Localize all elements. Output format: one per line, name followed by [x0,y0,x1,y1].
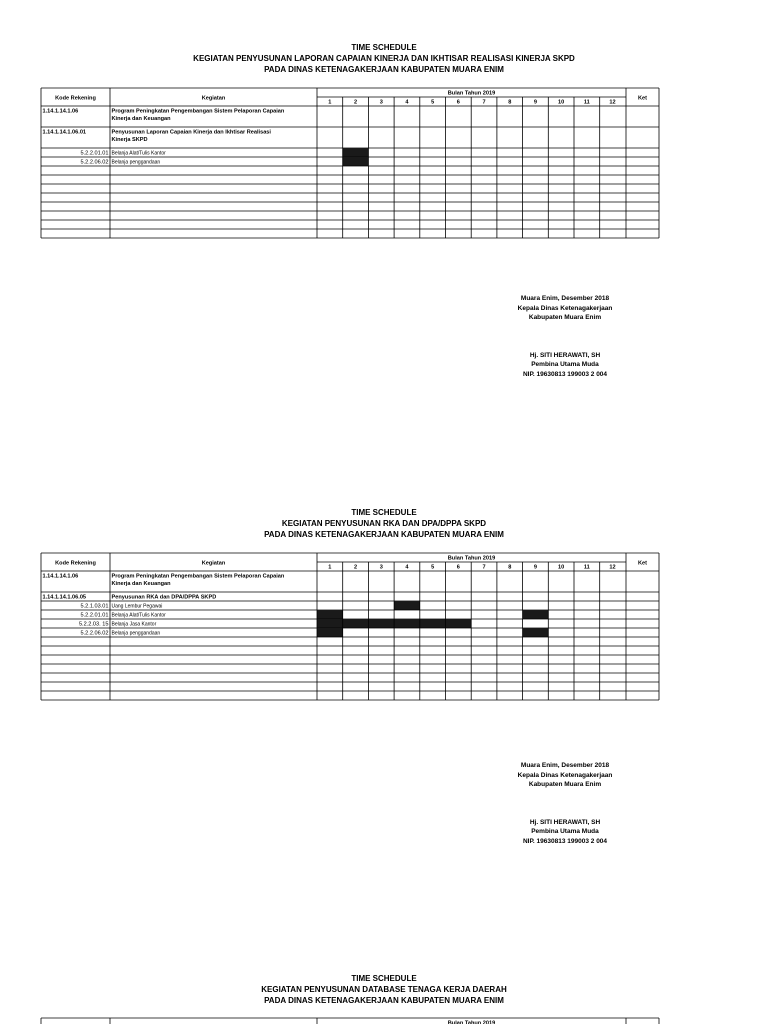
row-kode-rekening: 1.14.1.14.1.06.01 [42,129,87,136]
row-kegiatan-line: Program Peningkatan Pengembangan Sistem Pelaporan Capaian [111,573,285,580]
month-header-11: 11 [583,564,590,571]
signature-name: Hj. SITI HERAWATI, SH [529,818,601,826]
month-header-3: 3 [379,564,383,571]
header-kode-rekening: Kode Rekening [55,95,96,102]
month-header-12: 12 [609,99,616,106]
row-kegiatan-line: Kinerja dan Keuangan [111,116,171,122]
month-header-10: 10 [558,564,565,571]
section-1-title: TIME SCHEDULE [351,43,417,52]
section-2-title: TIME SCHEDULE [351,508,417,517]
month-header-2: 2 [353,564,358,571]
signature-position: Kepala Dinas Ketenagakerjaan [517,771,613,779]
row-kegiatan-line: Belanja Jasa Kantor [111,621,157,628]
row-kegiatan-line: Penyusunan Laporan Capaian Kinerja dan Ikhtisar Realisasi [111,129,271,136]
month-header-3: 3 [379,99,383,106]
section-2-subtitle: KEGIATAN PENYUSUNAN RKA DAN DPA/DPPA SKPD [281,519,487,528]
month-header-9: 9 [533,564,538,571]
row-kegiatan-line: Belanja penggandaan [111,159,161,166]
signature-rank: Pembina Utama Muda [531,361,599,368]
month-header-4: 4 [405,564,409,571]
header-ket: Ket [637,95,648,102]
row-kode-rekening: 5.2.2.01.01 [80,150,109,157]
row-kode-rekening: 5.2.2.06.02 [80,630,109,637]
row-kegiatan-line: Program Peningkatan Pengembangan Sistem Pelaporan Capaian [111,108,285,115]
month-header-4: 4 [405,99,409,106]
month-header-6: 6 [456,564,460,571]
section-2-agency: PADA DINAS KETENAGAKERJAAN KABUPATEN MUARA ENIM [264,530,504,539]
month-header-1: 1 [328,564,332,571]
row-kegiatan-line: Penyusunan RKA dan DPA/DPPA SKPD [111,594,217,601]
month-header-8: 8 [508,99,512,106]
signature-place-date: Muara Enim, Desember 2018 [520,295,610,302]
header-kode-rekening: Kode Rekening [55,560,96,567]
header-bulan-tahun: Bulan Tahun 2019 [447,555,496,562]
header-ket: Ket [637,560,648,567]
row-kode-rekening: 5.2.2.03. 15 [78,621,109,628]
signature-position: Kepala Dinas Ketenagakerjaan [517,304,613,312]
row-kegiatan-line: Belanja penggandaan [111,630,161,637]
row-kegiatan-line: Belanja Alat/Tulis Kantor [111,150,166,157]
month-header-11: 11 [583,99,590,106]
row-kode-rekening: 5.2.2.01.01 [80,612,109,619]
month-header-12: 12 [609,564,616,571]
month-header-5: 5 [431,99,435,106]
section-3-agency: PADA DINAS KETENAGAKERJAAN KABUPATEN MUARA ENIM [264,996,504,1005]
month-header-7: 7 [482,564,486,571]
row-kode-rekening: 5.2.2.06.02 [80,159,109,166]
header-bulan-tahun: Bulan Tahun 2019 [447,90,496,97]
row-kegiatan-line: Uang Lembur Pegawai [111,603,163,610]
header-kegiatan: Kegiatan [201,560,226,567]
signature-rank: Pembina Utama Muda [531,828,599,835]
header-kegiatan: Kegiatan [201,95,226,102]
row-kode-rekening: 1.14.1.14.1.06.05 [42,594,87,601]
row-kegiatan-line: Belanja Alat/Tulis Kantor [111,612,166,619]
month-header-5: 5 [431,564,435,571]
month-header-10: 10 [558,99,565,106]
month-header-8: 8 [508,564,512,571]
month-header-9: 9 [533,99,538,106]
month-header-1: 1 [328,99,332,106]
month-header-2: 2 [353,99,358,106]
row-kode-rekening: 5.2.1.03.01 [80,603,109,610]
signature-place-date: Muara Enim, Desember 2018 [520,762,610,769]
row-kode-rekening: 1.14.1.14.1.06 [42,573,79,580]
signature-nip: NIP. 19630813 199003 2 004 [522,370,608,378]
header-bulan-tahun: Bulan Tahun 2019 [447,1020,496,1024]
row-kegiatan-line: Kinerja SKPD [111,137,148,143]
section-3-title: TIME SCHEDULE [351,974,417,983]
row-kode-rekening: 1.14.1.14.1.06 [42,108,79,115]
signature-nip: NIP. 19630813 199003 2 004 [522,837,608,845]
signature-region: Kabupaten Muara Enim [528,314,602,321]
month-header-7: 7 [482,99,486,106]
month-header-6: 6 [456,99,460,106]
row-kegiatan-line: Kinerja dan Keuangan [111,581,171,587]
section-3-subtitle: KEGIATAN PENYUSUNAN DATABASE TENAGA KERJA DAERAH [261,985,507,994]
signature-name: Hj. SITI HERAWATI, SH [529,351,601,359]
section-1-subtitle: KEGIATAN PENYUSUNAN LAPORAN CAPAIAN KINERJA DAN IKHTISAR REALISASI KINERJA SKPD [193,54,575,63]
section-1-agency: PADA DINAS KETENAGAKERJAAN KABUPATEN MUARA ENIM [264,65,504,74]
signature-region: Kabupaten Muara Enim [528,781,602,788]
